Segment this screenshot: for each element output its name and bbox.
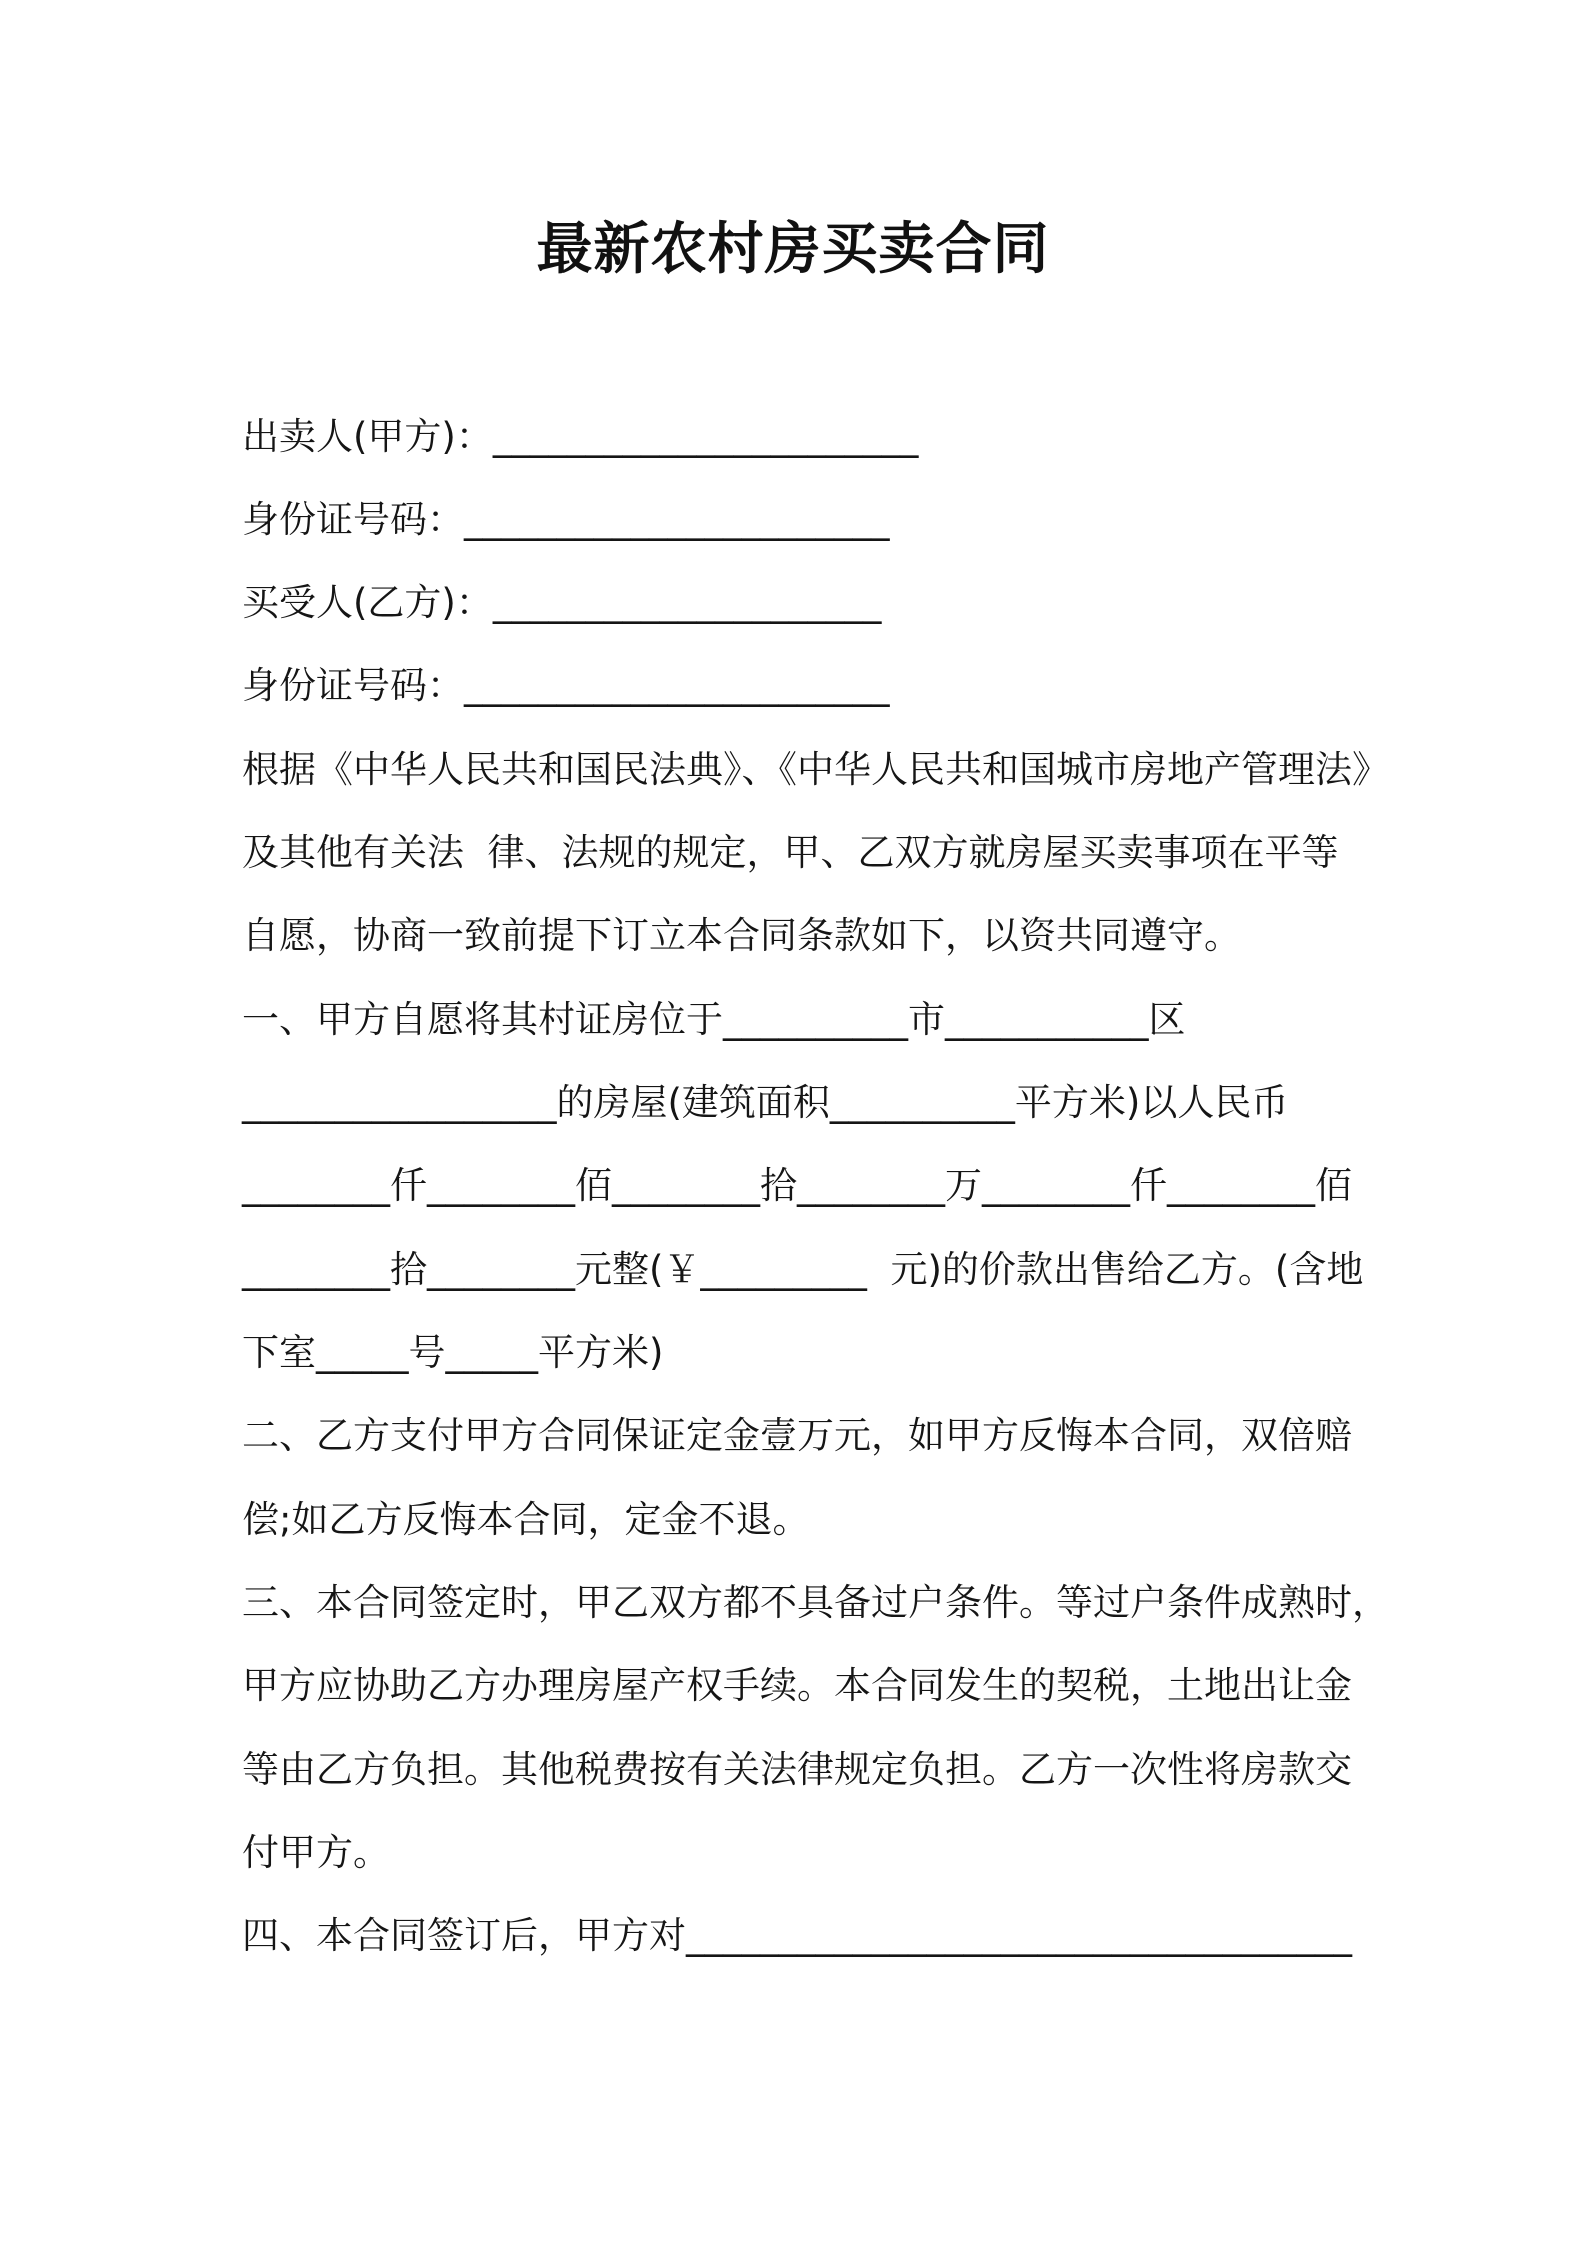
document-title: 最新农村房买卖合同	[536, 217, 1050, 282]
clause-3-line: 三、本合同签定时，甲乙双方都不具备过户条件。等过户条件成熟时，	[242, 1581, 1389, 1624]
clause-1-line: 下室_____号_____平方米)	[242, 1331, 664, 1374]
preamble-line: 及其他有关法 律、法规的规定，甲、乙双方就房屋买卖事项在平等	[242, 831, 1339, 874]
clause-3-line: 甲方应协助乙方办理房屋产权手续。本合同发生的契税，土地出让金	[242, 1664, 1352, 1707]
seller-name-line: 出卖人(甲方)：_______________________	[242, 415, 919, 458]
clause-2-line: 二、乙方支付甲方合同保证定金壹万元，如甲方反悔本合同，双倍赔	[242, 1414, 1352, 1457]
clause-1-line: 一、甲方自愿将其村证房位于__________市___________区	[242, 998, 1186, 1041]
clause-2-line: 偿;如乙方反悔本合同，定金不退。	[242, 1498, 810, 1541]
buyer-name-line: 买受人(乙方)：_____________________	[242, 581, 882, 624]
preamble-line: 根据《中华人民共和国民法典》、《中华人民共和国城市房地产管理法》	[242, 748, 1389, 791]
seller-id-line: 身份证号码：_______________________	[242, 498, 890, 541]
clause-3-line: 等由乙方负担。其他税费按有关法律规定负担。乙方一次性将房款交	[242, 1748, 1352, 1791]
clause-1-line: ________仟________佰________拾________万________仟________佰	[242, 1164, 1352, 1207]
preamble-line: 自愿，协商一致前提下订立本合同条款如下，以资共同遵守。	[242, 914, 1241, 957]
clause-4-line: 四、本合同签订后，甲方对____________________________________	[242, 1914, 1352, 1957]
clause-1-line: ________拾________元整(￥_________ 元)的价款出售给乙方。(含地	[242, 1248, 1364, 1291]
buyer-id-line: 身份证号码：_______________________	[242, 664, 890, 707]
clause-1-line: _________________的房屋(建筑面积__________平方米)以人民币	[242, 1081, 1289, 1124]
clause-3-line: 付甲方。	[242, 1831, 390, 1874]
